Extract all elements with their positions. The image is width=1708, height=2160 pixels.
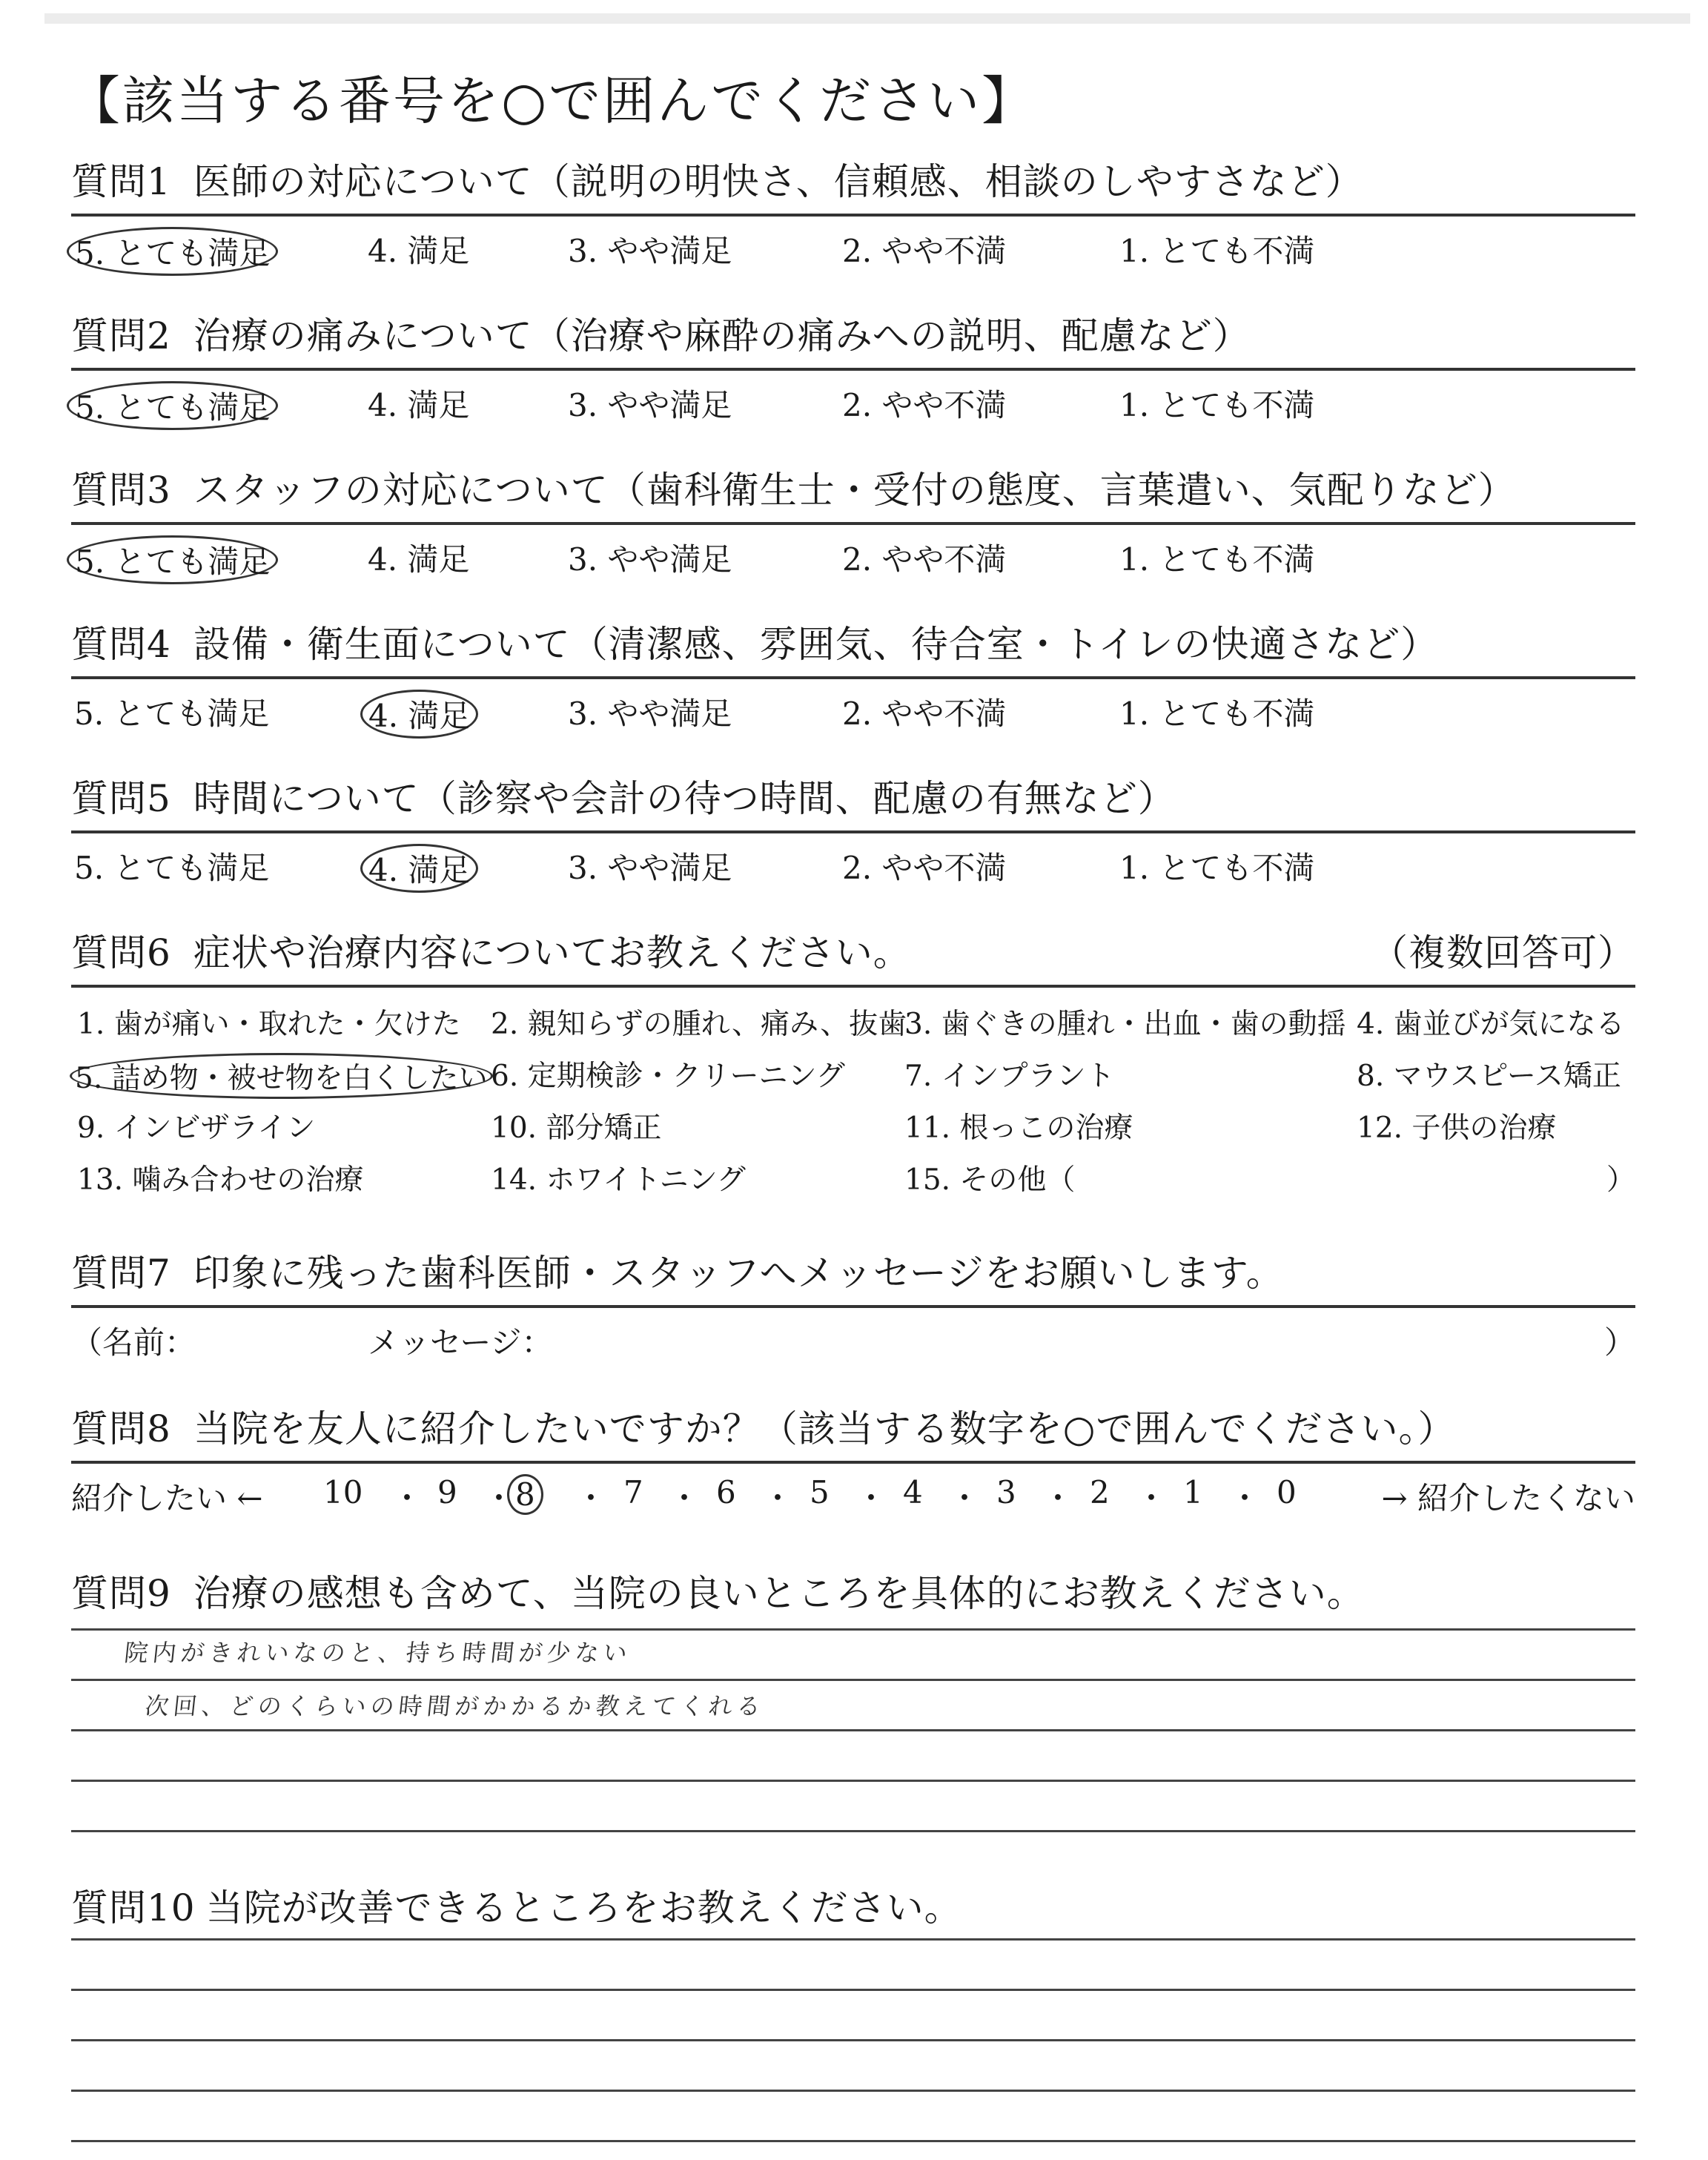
question-9 <box>71 1569 1635 1618</box>
rating-options <box>71 535 1635 581</box>
symptom-option[interactable]: 6. 定期検診・クリーニング <box>491 1060 845 1093</box>
answer-line <box>71 2090 1635 2092</box>
scale-separator: ・ <box>1229 1480 1261 1516</box>
option-5[interactable] <box>74 535 278 584</box>
option-4[interactable]: 4. 満足 <box>368 233 470 269</box>
scale-value[interactable]: 3 <box>996 1474 1016 1510</box>
symptom-option[interactable]: 4. 歯並びが気になる <box>1357 1008 1625 1041</box>
symptom-option[interactable]: 10. 部分矯正 <box>491 1112 662 1145</box>
option-1[interactable]: 1. とても不満 <box>1119 387 1315 423</box>
scale-value[interactable]: 10 <box>323 1474 363 1510</box>
option-1[interactable]: 1. とても不満 <box>1119 850 1315 886</box>
rating-options <box>71 381 1635 427</box>
question-1 <box>71 157 1635 273</box>
name-label: （名前： <box>71 1324 196 1361</box>
symptom-option[interactable]: 13. 噛み合わせの治療 <box>77 1163 364 1197</box>
scale-value[interactable]: 9 <box>437 1474 457 1510</box>
answer-line <box>71 1938 1635 1941</box>
question-text: 設備・衛生面について（清潔感、雰囲気、待合室・トイレの快適さなど） <box>193 623 1439 666</box>
question-2 <box>71 311 1635 427</box>
rating-options <box>71 227 1635 273</box>
option-4[interactable] <box>368 844 478 893</box>
question-number: 質問5 <box>71 777 171 820</box>
question-text: 時間について（診察や会計の待つ時間、配慮の有無など） <box>193 777 1176 820</box>
symptom-option[interactable]: 7. インプラント <box>904 1060 1115 1093</box>
symptom-option[interactable]: 12. 子供の治療 <box>1357 1112 1557 1145</box>
option-2[interactable]: 2. やや不満 <box>842 541 1007 578</box>
answer-line <box>71 1989 1635 1991</box>
option-3[interactable]: 3. やや満足 <box>568 233 732 269</box>
selected-circle: 4. 満足 <box>360 690 478 739</box>
rule <box>71 1461 1635 1464</box>
option-3[interactable]: 3. やや満足 <box>568 541 732 578</box>
answer-line <box>71 2140 1635 2142</box>
scale-separator: ・ <box>1042 1480 1074 1516</box>
question-text: 症状や治療内容についてお教えください。 <box>193 931 911 974</box>
selected-circle: 5. とても満足 <box>67 535 278 584</box>
scale-separator: ・ <box>669 1480 701 1516</box>
symptom-options <box>71 1001 1635 1209</box>
scale-value[interactable] <box>514 1474 543 1515</box>
option-1[interactable]: 1. とても不満 <box>1119 233 1315 269</box>
message-label: メッセージ： <box>368 1324 553 1361</box>
question-5 <box>71 774 1635 890</box>
answer-line <box>71 1679 1635 1681</box>
symptom-option[interactable]: 14. ホワイトニング <box>491 1163 746 1197</box>
option-2[interactable]: 2. やや不満 <box>842 387 1007 423</box>
rule <box>71 830 1635 833</box>
symptom-option[interactable]: 3. 歯ぐきの腫れ・出血・歯の動揺 <box>904 1008 1346 1041</box>
question-number: 質問10 <box>71 1886 196 1929</box>
question-number: 質問7 <box>71 1252 171 1295</box>
handwritten-answer-line: 院内がきれいなのと、持ち時間が少ない <box>122 1639 633 1667</box>
scale-value[interactable]: 7 <box>623 1474 643 1510</box>
question-number: 質問4 <box>71 623 171 666</box>
question-number: 質問1 <box>71 160 171 203</box>
question-3 <box>71 466 1635 581</box>
symptom-option[interactable]: 15. その他（ <box>904 1163 1076 1197</box>
selected-circle: 5. 詰め物・被せ物を白くしたい <box>70 1053 493 1099</box>
question-8 <box>71 1404 1635 1520</box>
option-2[interactable]: 2. やや不満 <box>842 696 1007 732</box>
question-4 <box>71 620 1635 736</box>
scale-separator: ・ <box>575 1480 607 1516</box>
option-2[interactable]: 2. やや不満 <box>842 233 1007 269</box>
question-text: 医師の対応について（説明の明快さ、信頼感、相談のしやすさなど） <box>193 160 1363 203</box>
selected-circle: 5. とても満足 <box>67 381 278 430</box>
symptom-option[interactable]: 8. マウスピース矯正 <box>1357 1060 1621 1093</box>
answer-line <box>71 1830 1635 1832</box>
scan-top-edge <box>44 13 1690 24</box>
question-text: 当院を友人に紹介したいですか？（該当する数字を○で囲んでください。） <box>193 1407 1456 1450</box>
symptom-option[interactable] <box>77 1053 493 1099</box>
scale-separator: ・ <box>483 1480 515 1516</box>
answer-line <box>71 1729 1635 1731</box>
answer-line <box>71 1628 1635 1631</box>
scale-value[interactable]: 5 <box>810 1474 830 1510</box>
question-number: 質問6 <box>71 931 171 974</box>
scale-value[interactable]: 1 <box>1183 1474 1203 1510</box>
question-10 <box>71 1883 1635 1932</box>
option-5[interactable] <box>74 381 278 430</box>
rule <box>71 985 1635 988</box>
option-3[interactable]: 3. やや満足 <box>568 850 732 886</box>
question-text: 治療の感想も含めて、当院の良いところを具体的にお教えください。 <box>193 1572 1365 1615</box>
close-paren: ） <box>1603 1324 1635 1361</box>
scale-value[interactable]: 2 <box>1090 1474 1110 1510</box>
scale-value[interactable]: 0 <box>1277 1474 1297 1510</box>
rating-options <box>71 844 1635 890</box>
scale-separator: ・ <box>391 1480 423 1516</box>
option-4[interactable] <box>368 690 478 739</box>
symptom-option[interactable]: 1. 歯が痛い・取れた・欠けた <box>77 1008 461 1041</box>
symptom-option[interactable]: 11. 根っこの治療 <box>904 1112 1133 1145</box>
rule <box>71 522 1635 525</box>
option-5[interactable] <box>74 227 278 276</box>
selected-circle: 4. 満足 <box>360 844 478 893</box>
option-3[interactable]: 3. やや満足 <box>568 387 732 423</box>
message-fields <box>71 1318 1635 1364</box>
scale-right-label: → 紹介したくない <box>1381 1480 1635 1516</box>
question-text: スタッフの対応について（歯科衛生士・受付の態度、言葉遣い、気配りなど） <box>193 469 1516 512</box>
selected-circle: 8 <box>507 1474 543 1515</box>
option-3[interactable]: 3. やや満足 <box>568 696 732 732</box>
option-2[interactable]: 2. やや不満 <box>842 850 1007 886</box>
scale-separator: ・ <box>1136 1480 1168 1516</box>
instruction-header: 【該当する番号を○で囲んでください】 <box>68 70 1036 131</box>
option-4[interactable]: 4. 満足 <box>368 541 470 578</box>
question-text: 当院が改善できるところをお教えください。 <box>205 1886 962 1929</box>
multiple-answers-note: （複数回答可） <box>1371 931 1635 974</box>
rule <box>71 368 1635 371</box>
scale-value[interactable]: 4 <box>903 1474 923 1510</box>
option-1[interactable]: 1. とても不満 <box>1119 541 1315 578</box>
selected-circle: 5. とても満足 <box>67 227 278 276</box>
question-number: 質問2 <box>71 314 171 357</box>
scale-value[interactable]: 6 <box>716 1474 736 1510</box>
close-paren: ） <box>1606 1163 1635 1197</box>
rule <box>71 1305 1635 1308</box>
question-number: 質問3 <box>71 469 171 512</box>
rating-options <box>71 690 1635 736</box>
answer-line <box>71 2039 1635 2041</box>
question-text: 印象に残った歯科医師・スタッフへメッセージをお願いします。 <box>193 1252 1284 1295</box>
recommend-scale <box>71 1474 1635 1520</box>
handwritten-answer-line: 次回、どのくらいの時間がかかるか教えてくれる <box>143 1692 767 1720</box>
option-4[interactable]: 4. 満足 <box>368 387 470 423</box>
question-number: 質問9 <box>71 1572 171 1615</box>
option-5[interactable]: 5. とても満足 <box>74 850 270 886</box>
option-1[interactable]: 1. とても不満 <box>1119 696 1315 732</box>
scale-separator: ・ <box>762 1480 794 1516</box>
question-number: 質問8 <box>71 1407 171 1450</box>
scale-separator: ・ <box>855 1480 887 1516</box>
symptom-option[interactable]: 9. インビザライン <box>77 1112 316 1145</box>
rule <box>71 676 1635 679</box>
question-6 <box>71 928 1635 1209</box>
question-7 <box>71 1249 1635 1364</box>
rule <box>71 214 1635 217</box>
question-text: 治療の痛みについて（治療や麻酔の痛みへの説明、配慮など） <box>193 314 1251 357</box>
scale-separator: ・ <box>949 1480 981 1516</box>
option-5[interactable]: 5. とても満足 <box>74 696 270 732</box>
answer-line <box>71 1780 1635 1782</box>
symptom-option[interactable]: 2. 親知らずの腫れ、痛み、抜歯 <box>491 1008 907 1041</box>
scale-left-label: 紹介したい ← <box>71 1480 263 1516</box>
